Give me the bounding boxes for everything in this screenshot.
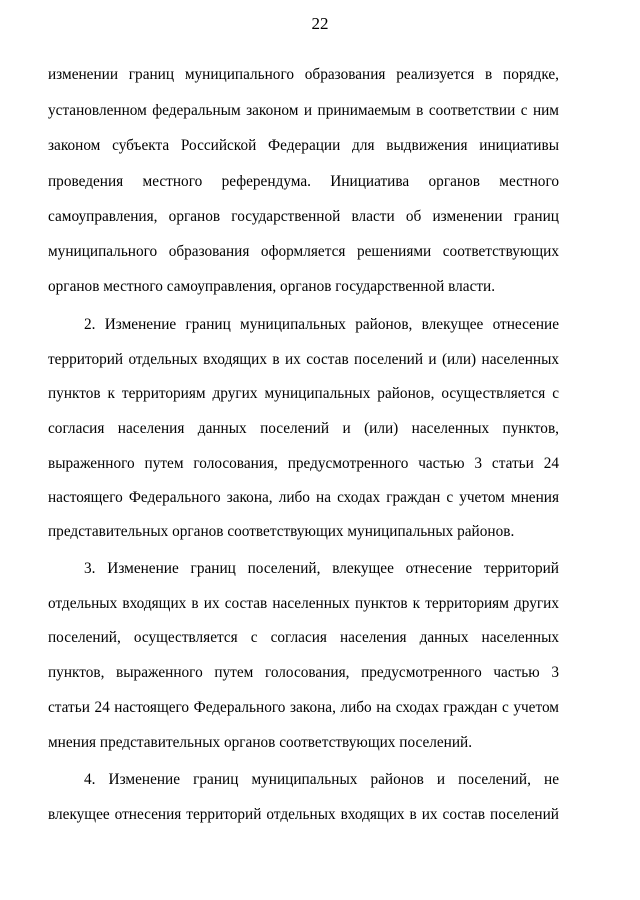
text-line: установленном федеральным законом и принимаемым в соответствии с ним xyxy=(48,102,559,119)
text-line: территорий отдельных входящих в их состав поселений и (или) населенных xyxy=(48,351,559,368)
text-line: поселений, осуществляется с согласия населения данных населенных xyxy=(48,629,559,646)
text-line: самоуправления, органов государственной власти об изменении границ xyxy=(48,208,559,225)
paragraph-3-first-line: 3. Изменение границ поселений, влекущее отнесение территорий xyxy=(84,560,559,577)
text-line: мнения представительных органов соответствующих поселений. xyxy=(48,734,473,751)
text-line: пунктов, выраженного путем голосования, предусмотренного частью 3 xyxy=(48,664,559,681)
paragraph-4-first-line: 4. Изменение границ муниципальных районов и поселений, не xyxy=(84,771,559,788)
text-line: представительных органов соответствующих муниципальных районов. xyxy=(48,523,515,540)
text-line: согласия населения данных поселений и (или) населенных пунктов, xyxy=(48,420,559,437)
text-line: выраженного путем голосования, предусмотренного частью 3 статьи 24 xyxy=(48,455,559,472)
text-line: настоящего Федерального закона, либо на сходах граждан с учетом мнения xyxy=(48,489,559,506)
text-line: влекущее отнесения территорий отдельных входящих в их состав поселений xyxy=(48,806,559,823)
text-line: муниципального образования оформляется решениями соответствующих xyxy=(48,243,559,260)
text-line: пунктов к территориям других муниципальных районов, осуществляется с xyxy=(48,385,559,402)
text-line: проведения местного референдума. Инициатива органов местного xyxy=(48,173,559,190)
text-line: изменении границ муниципального образования реализуется в порядке, xyxy=(48,66,559,83)
paragraph-2-first-line: 2. Изменение границ муниципальных районов, влекущее отнесение xyxy=(84,316,559,333)
text-line: законом субъекта Российской Федерации для выдвижения инициативы xyxy=(48,137,559,154)
page-number: 22 xyxy=(311,14,329,33)
text-line: отдельных входящих в их состав населенных пунктов к территориям других xyxy=(48,595,559,612)
text-line: статьи 24 настоящего Федерального закона, либо на сходах граждан с учетом xyxy=(48,699,559,716)
text-line: органов местного самоуправления, органов государственной власти. xyxy=(48,278,496,295)
